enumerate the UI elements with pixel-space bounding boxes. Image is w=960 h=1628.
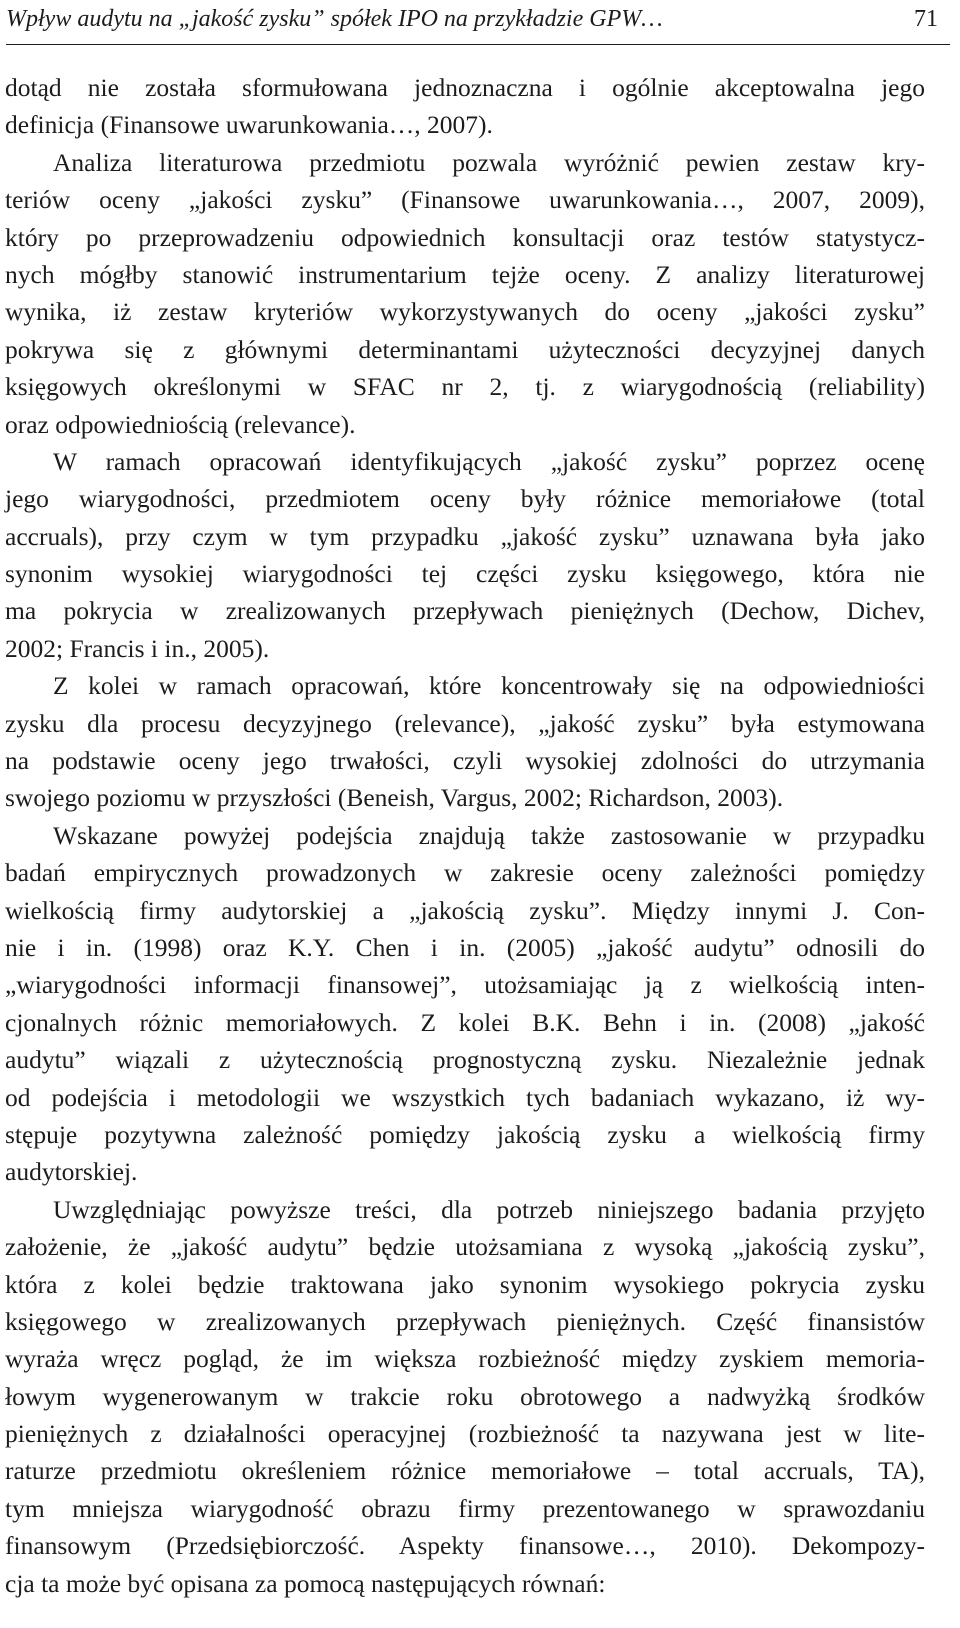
- text-line: łowym wygenerowanym w trakcie roku obrotowego a nadwyżką środków: [5, 1381, 925, 1411]
- text-line: która z kolei będzie traktowana jako synonim wysokiego pokrycia zysku: [5, 1269, 925, 1299]
- page-number: 71: [914, 6, 938, 32]
- text-line: W ramach opracowań identyfikujących „jakość zysku” poprzez ocenę: [53, 446, 925, 476]
- text-line: finansowym (Przedsiębiorczość. Aspekty finansowe…, 2010). Dekompozy-: [5, 1531, 925, 1561]
- text-line: który po przeprowadzeniu odpowiednich konsultacji oraz testów statystycz-: [5, 222, 925, 252]
- text-line: nych mógłby stanowić instrumentarium tejże oceny. Z analizy literaturowej: [5, 259, 925, 289]
- text-line: założenie, że „jakość audytu” będzie utożsamiana z wysoką „jakością zysku”,: [5, 1232, 925, 1262]
- text-line: księgowego w zrealizowanych przepływach pieniężnych. Część finansistów: [5, 1306, 925, 1336]
- text-line: pieniężnych z działalności operacyjnej (rozbieżność ta nazywana jest w lite-: [5, 1419, 925, 1449]
- text-line: zysku dla procesu decyzyjnego (relevance), „jakość zysku” była estymowana: [5, 708, 925, 738]
- text-line: ma pokrycia w zrealizowanych przepływach pieniężnych (Dechow, Dichev,: [5, 596, 925, 626]
- text-line: audytorskiej.: [5, 1157, 138, 1187]
- running-header-title: Wpływ audytu na „jakość zysku” spółek IPO na przykładzie GPW…: [6, 6, 663, 32]
- text-line: dotąd nie została sformułowana jednoznaczna i ogólnie akceptowalna jego: [5, 73, 925, 102]
- text-line: Z kolei w ramach opracowań, które koncentrowały się na odpowiedniości: [53, 671, 925, 701]
- text-line: swojego poziomu w przyszłości (Beneish, Vargus, 2002; Richardson, 2003).: [5, 783, 784, 813]
- text-line: wielkością firmy audytorskiej a „jakością zysku”. Między innymi J. Con-: [5, 895, 925, 925]
- text-line: pokrywa się z głównymi determinantami użyteczności decyzyjnej danych: [5, 334, 925, 364]
- running-header: [6, 4, 950, 45]
- text-line: raturze przedmiotu określeniem różnice memoriałowe – total accruals, TA),: [5, 1456, 925, 1486]
- text-line: księgowych określonymi w SFAC nr 2, tj. z wiarygodnością (reliability): [5, 372, 925, 402]
- text-line: synonim wysokiej wiarygodności tej części zysku księgowego, która nie: [5, 559, 925, 589]
- text-line: oraz odpowiedniością (relevance).: [5, 409, 356, 439]
- text-line: wyraża wręcz pogląd, że im większa rozbieżność między zyskiem memoria-: [5, 1344, 925, 1374]
- text-line: od podejścia i metodologii we wszystkich tych badaniach wykazano, iż wy-: [5, 1082, 925, 1112]
- text-line: cja ta może być opisana za pomocą następujących równań:: [5, 1568, 606, 1598]
- text-line: teriów oceny „jakości zysku” (Finansowe uwarunkowania…, 2007, 2009),: [5, 185, 925, 215]
- text-line: Wskazane powyżej podejścia znajdują także zastosowanie w przypadku: [53, 820, 925, 850]
- text-line: nie i in. (1998) oraz K.Y. Chen i in. (2005) „jakość audytu” odnosili do: [5, 932, 925, 962]
- text-line: Uwzględniając powyższe treści, dla potrzeb niniejszego badania przyjęto: [53, 1194, 925, 1224]
- text-line: badań empirycznych prowadzonych w zakresie oceny zależności pomiędzy: [5, 858, 925, 888]
- text-line: wynika, iż zestaw kryteriów wykorzystywanych do oceny „jakości zysku”: [5, 297, 925, 327]
- body-text: [5, 69, 925, 1602]
- text-line: audytu” wiązali z użytecznością prognostyczną zysku. Niezależnie jednak: [5, 1045, 925, 1075]
- text-line: 2002; Francis i in., 2005).: [5, 633, 270, 663]
- text-line: cjonalnych różnic memoriałowych. Z kolei B.K. Behn i in. (2008) „jakość: [5, 1007, 925, 1037]
- text-line: „wiarygodności informacji finansowej”, utożsamiając ją z wielkością inten-: [5, 970, 925, 1000]
- text-line: na podstawie oceny jego trwałości, czyli wysokiej zdolności do utrzymania: [5, 746, 925, 776]
- text-line: tym mniejsza wiarygodność obrazu firmy prezentowanego w sprawozdaniu: [5, 1493, 925, 1523]
- text-line: accruals), przy czym w tym przypadku „jakość zysku” uznawana była jako: [5, 521, 925, 551]
- text-line: stępuje pozytywna zależność pomiędzy jakością zysku a wielkością firmy: [5, 1119, 925, 1149]
- text-line: jego wiarygodności, przedmiotem oceny były różnice memoriałowe (total: [5, 484, 925, 514]
- text-line: definicja (Finansowe uwarunkowania…, 2007).: [5, 110, 493, 140]
- text-line: Analiza literaturowa przedmiotu pozwala wyróżnić pewien zestaw kry-: [53, 147, 925, 177]
